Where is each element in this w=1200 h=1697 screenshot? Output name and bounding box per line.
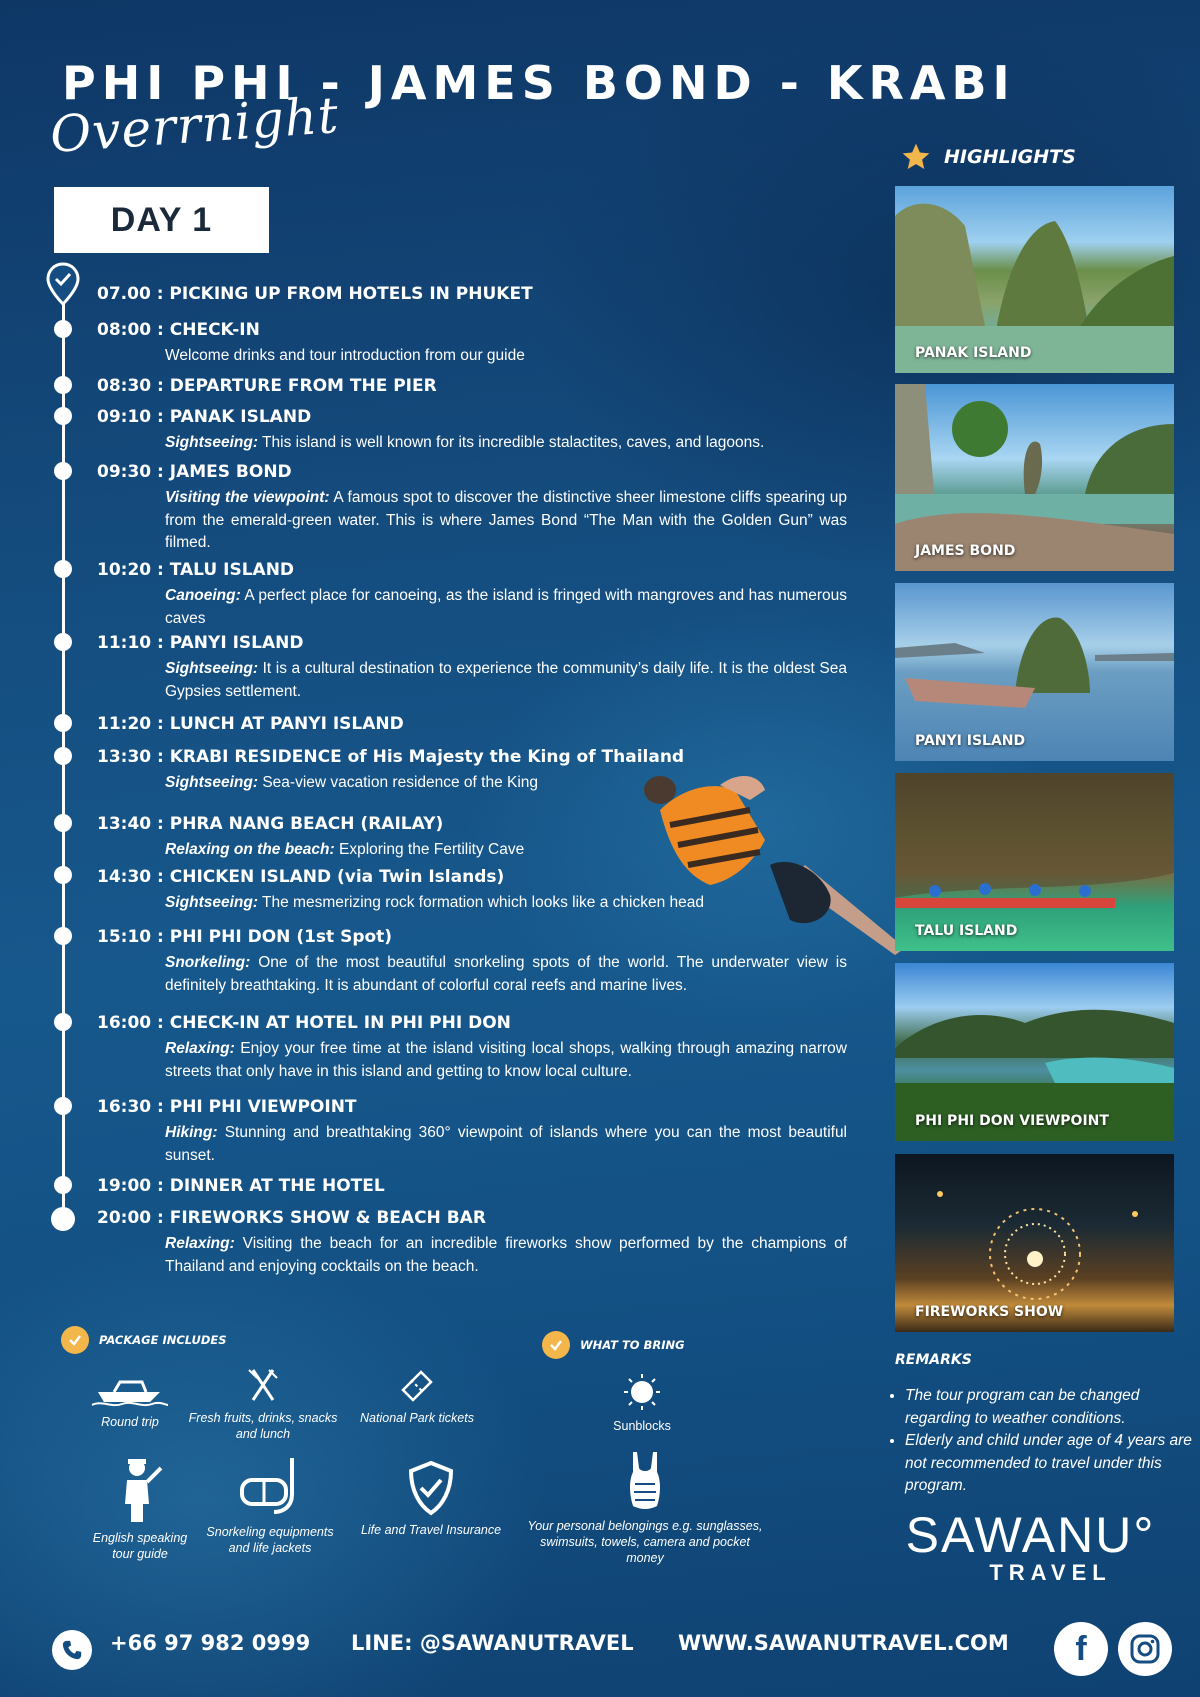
itinerary-time-title: 13:40 : PHRA NANG BEACH (RAILAY) [97, 814, 444, 834]
itinerary-activity-label: Sightseeing: [165, 660, 259, 677]
facebook-icon[interactable]: f [1054, 1622, 1108, 1676]
itinerary-time-title: 08:00 : CHECK-IN [97, 320, 260, 340]
itinerary-time-title: 14:30 : CHICKEN ISLAND (via Twin Islands) [97, 867, 505, 887]
itinerary-time-title: 08:30 : DEPARTURE FROM THE PIER [97, 376, 437, 396]
day-label: DAY 1 [54, 187, 269, 253]
sun-icon [620, 1372, 664, 1412]
itinerary-activity-label: Relaxing: [165, 1040, 235, 1057]
itinerary-description [165, 1122, 847, 1167]
itinerary-activity-label: Visiting the viewpoint: [165, 489, 330, 506]
itinerary-item [97, 1012, 847, 1083]
tour-guide-icon [115, 1454, 165, 1524]
location-pin-icon [46, 262, 80, 306]
remarks-title: REMARKS [895, 1352, 972, 1368]
photo-panak-island [895, 186, 1174, 373]
photo-caption: PANYI ISLAND [915, 733, 1026, 749]
itinerary-description [165, 658, 847, 703]
itinerary-item [97, 1096, 847, 1167]
check-icon [61, 1326, 89, 1354]
itinerary-item [97, 461, 847, 555]
itinerary-text: The mesmerizing rock formation which looks like a chicken head [262, 894, 704, 911]
itinerary-item [97, 375, 847, 397]
photo-talu-island [895, 773, 1174, 951]
photo-caption: PANAK ISLAND [915, 345, 1032, 361]
itinerary-time-title: 11:10 : PANYI ISLAND [97, 633, 304, 653]
itinerary-time-title: 11:20 : LUNCH AT PANYI ISLAND [97, 714, 404, 734]
itinerary-text: Enjoy your free time at the island visiting local shops, walking through amazing narrow streets that only have in this island and getting to know local culture. [165, 1040, 847, 1080]
itinerary-description [165, 585, 847, 630]
footer-line[interactable]: LINE: @SAWANUTRAVEL [351, 1631, 634, 1655]
itinerary-time-title: 16:00 : CHECK-IN AT HOTEL IN PHI PHI DON [97, 1013, 511, 1033]
itinerary-description [165, 432, 847, 455]
itinerary-text: This island is well known for its incredible stalactites, caves, and lagoons. [262, 434, 765, 451]
photo-james-bond [895, 384, 1174, 571]
itinerary-time-title: 10:20 : TALU ISLAND [97, 560, 295, 580]
photo-caption: TALU ISLAND [915, 923, 1018, 939]
itinerary-activity-label: Sightseeing: [165, 434, 259, 451]
itinerary-text: One of the most beautiful snorkeling spots of the world. The underwater view is definitely breathtaking. It is abundant of colorful coral reefs and marine lives. [165, 954, 847, 994]
itinerary-item [97, 406, 847, 455]
page-title: PHI PHI - JAMES BOND - KRABI [62, 56, 1016, 110]
package-header [61, 1326, 227, 1354]
itinerary-activity-label: Snorkeling: [165, 954, 251, 971]
shield-check-icon [407, 1460, 455, 1516]
timeline-dot [54, 1097, 72, 1115]
timeline-dot [51, 1207, 75, 1231]
overnight-script: Overrnight [48, 85, 341, 165]
package-item-label: Round trip [101, 1415, 159, 1429]
photo-phi-phi-don-viewpoint [895, 963, 1174, 1141]
itinerary-time-title: 20:00 : FIREWORKS SHOW & BEACH BAR [97, 1208, 486, 1228]
remark-item: • The tour program can be changed regarding to weather conditions. [905, 1385, 1195, 1430]
package-item [352, 1366, 482, 1426]
package-item [85, 1454, 195, 1562]
itinerary-activity-label: Relaxing: [165, 1235, 235, 1252]
timeline-dot [54, 462, 72, 480]
highlights-title: HIGHLIGHTS [944, 146, 1076, 168]
brand-name: SAWANU° [905, 1507, 1156, 1563]
itinerary-text: A perfect place for canoeing, as the island is fringed with mangroves and has numerous caves [165, 587, 848, 627]
timeline-dot [54, 633, 72, 651]
photo-fireworks-show [895, 1154, 1174, 1332]
timeline-dot [54, 1013, 72, 1031]
package-item-label: Fresh fruits, drinks, snacks and lunch [188, 1411, 338, 1441]
timeline-dot [54, 376, 72, 394]
bring-title: WHAT TO BRING [580, 1338, 685, 1352]
swimmer-illustration [640, 770, 910, 980]
itinerary-time-title: 13:30 : KRABI RESIDENCE of His Majesty the King of Thailand [97, 747, 685, 767]
package-item-label: English speaking tour guide [92, 1531, 188, 1561]
package-title: PACKAGE INCLUDES [99, 1333, 227, 1347]
itinerary-description [165, 487, 847, 555]
photo-caption: JAMES BOND [915, 543, 1016, 559]
itinerary-time-title: 09:30 : JAMES BOND [97, 462, 292, 482]
snorkel-mask-icon [238, 1454, 302, 1518]
timeline-dot [54, 747, 72, 765]
timeline-dot [54, 927, 72, 945]
bring-item [525, 1450, 765, 1566]
itinerary-text: Exploring the Fertility Cave [338, 841, 525, 858]
package-item [200, 1454, 340, 1556]
itinerary-text: Welcome drinks and tour introduction from our guide [165, 347, 525, 364]
itinerary-activity-label: Relaxing on the beach: [165, 841, 335, 858]
itinerary-item [97, 319, 847, 368]
package-item [80, 1370, 180, 1430]
brand-logo [893, 1507, 1168, 1586]
footer-phone[interactable]: +66 97 982 0999 [110, 1631, 311, 1655]
itinerary-item [97, 632, 847, 703]
remarks-list [885, 1385, 1195, 1498]
timeline-dot [54, 814, 72, 832]
package-item-label: Life and Travel Insurance [360, 1523, 502, 1537]
itinerary-description [165, 345, 847, 368]
footer-website[interactable]: WWW.SAWANUTRAVEL.COM [678, 1631, 1009, 1655]
package-item-label: Snorkeling equipments and life jackets [206, 1525, 334, 1555]
bring-item-label: Your personal belongings e.g. sunglasses, swimsuits, towels, camera and pocket money [527, 1519, 763, 1565]
fork-knife-icon [245, 1366, 281, 1404]
itinerary-description [165, 1233, 847, 1278]
instagram-icon[interactable] [1118, 1622, 1172, 1676]
bring-header [542, 1331, 685, 1359]
package-item [188, 1366, 338, 1442]
photo-caption: PHI PHI DON VIEWPOINT [915, 1113, 1109, 1129]
boat-icon [90, 1370, 170, 1408]
itinerary-text: Stunning and breathtaking 360° viewpoint of islands where you can the most beautiful sunset. [165, 1124, 848, 1164]
timeline-dot [54, 1176, 72, 1194]
itinerary-item [97, 1207, 847, 1278]
itinerary-item [97, 283, 847, 305]
itinerary-time-title: 16:30 : PHI PHI VIEWPOINT [97, 1097, 357, 1117]
package-item-label: National Park tickets [360, 1411, 474, 1425]
photo-panyi-island [895, 583, 1174, 761]
itinerary-activity-label: Sightseeing: [165, 894, 259, 911]
highlights-header [900, 141, 1076, 173]
itinerary-item [97, 559, 847, 630]
itinerary-time-title: 15:10 : PHI PHI DON (1st Spot) [97, 927, 393, 947]
itinerary-item [97, 713, 847, 735]
itinerary-activity-label: Hiking: [165, 1124, 218, 1141]
itinerary-text: Visiting the beach for an incredible fireworks show performed by the champions of Thailand and enjoying cocktails on the beach. [165, 1235, 848, 1275]
timeline-dot [54, 560, 72, 578]
photo-caption: FIREWORKS SHOW [915, 1304, 1064, 1320]
itinerary-time-title: 09:10 : PANAK ISLAND [97, 407, 312, 427]
timeline-dot [54, 320, 72, 338]
phone-icon [52, 1630, 92, 1670]
itinerary-text: It is a cultural destination to experience the community’s daily life. It is the oldest Sea Gypsies settlement. [165, 660, 847, 700]
swimsuit-icon [625, 1450, 665, 1512]
timeline-dot [54, 407, 72, 425]
itinerary-activity-label: Sightseeing: [165, 774, 259, 791]
itinerary-item [97, 1175, 847, 1197]
itinerary-time-title: 19:00 : DINNER AT THE HOTEL [97, 1176, 385, 1196]
bring-item-label: Sunblocks [613, 1419, 671, 1433]
remark-item: • Elderly and child under age of 4 years are not recommended to travel under this program. [905, 1430, 1195, 1498]
check-icon [542, 1331, 570, 1359]
bring-item [592, 1372, 692, 1434]
itinerary-description [165, 1038, 847, 1083]
package-item [356, 1460, 506, 1538]
itinerary-time-title: 07.00 : PICKING UP FROM HOTELS IN PHUKET [97, 284, 533, 304]
timeline-dot [54, 866, 72, 884]
itinerary-activity-label: Canoeing: [165, 587, 241, 604]
timeline-dot [54, 714, 72, 732]
itinerary-text: A famous spot to discover the distinctive sheer limestone cliffs spearing up from the emerald-green water. This is where James Bond “The Man with the Golden Gun” was filmed. [165, 489, 848, 551]
star-icon [900, 141, 932, 173]
ticket-icon [397, 1366, 437, 1404]
brand-sub: TRAVEL [989, 1560, 1112, 1585]
itinerary-text: Sea-view vacation residence of the King [262, 774, 539, 791]
